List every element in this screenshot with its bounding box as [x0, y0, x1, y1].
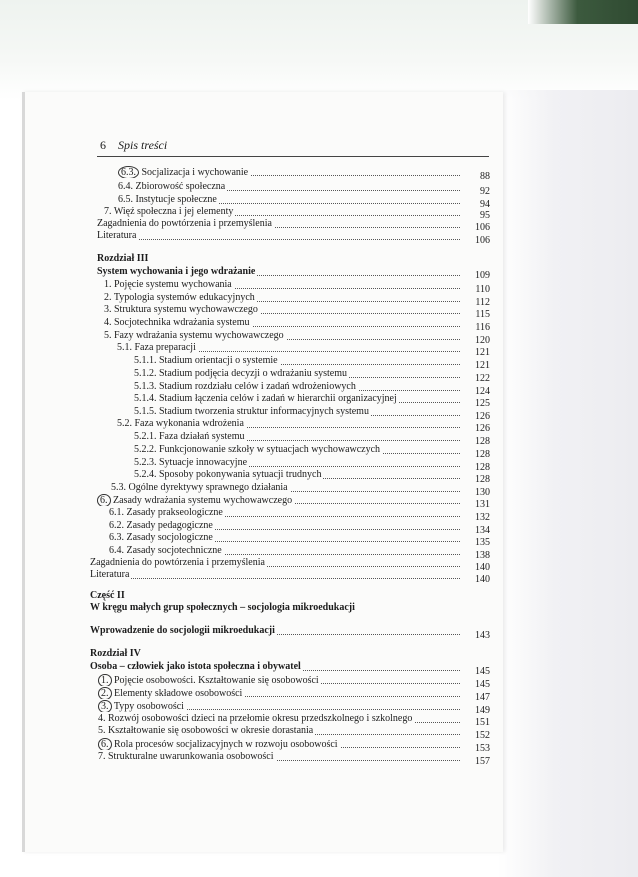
toc-page: 121	[475, 347, 490, 358]
part-heading: Część II	[90, 590, 125, 601]
toc-page: 110	[475, 284, 490, 295]
toc-page: 149	[475, 705, 490, 716]
toc-entry: 5. Kształtowanie się osobowości w okresie dorastania	[98, 725, 460, 737]
toc-page: 143	[475, 630, 490, 641]
toc-page: 145	[475, 679, 490, 690]
handwritten-circle-marker: 1.	[98, 674, 112, 686]
toc-entry: 7. Strukturalne uwarunkowania osobowości	[98, 751, 460, 763]
toc-page: 152	[475, 730, 490, 741]
toc-entry: 6.2. Zasady pedagogiczne	[109, 520, 460, 532]
toc-entry: Zagadnienia do powtórzenia i przemyślenia	[97, 218, 460, 230]
toc-page: 88	[480, 171, 490, 182]
toc-entry: 7. Więź społeczna i jej elementy	[104, 206, 460, 218]
toc-entry: 1. Pojęcie systemu wychowania	[104, 279, 460, 291]
toc-page: 116	[475, 322, 490, 333]
toc-entry: 5.1.1. Stadium orientacji o systemie	[134, 355, 460, 367]
toc-entry: 6.5. Instytucje społeczne	[118, 194, 460, 206]
toc-entry: 5.1.5. Stadium tworzenia struktur informacyjnych systemu	[134, 406, 460, 418]
toc-page: 130	[475, 487, 490, 498]
toc-entry: 4. Rozwój osobowości dzieci na przełomie okresu przedszkolnego i szkolnego	[98, 713, 460, 725]
toc-entry: 6.3. Socjalizacja i wychowanie	[118, 166, 460, 178]
handwritten-circle-marker: 6.	[98, 738, 112, 750]
toc-entry: 5.2. Faza wykonania wdrożenia	[117, 418, 460, 430]
toc-page: 126	[475, 423, 490, 434]
toc-page: 140	[475, 562, 490, 573]
toc-page: 128	[475, 436, 490, 447]
toc-page: 128	[475, 462, 490, 473]
toc-page: 147	[475, 692, 490, 703]
toc-entry: 5.2.2. Funkcjonowanie szkoły w sytuacjach wychowawczych	[134, 444, 460, 456]
toc-page: 134	[475, 525, 490, 536]
handwritten-circle-marker: 6.3.	[118, 166, 139, 178]
toc-entry: 5.1.4. Stadium łączenia celów i zadań w hierarchii organizacyjnej	[134, 393, 460, 405]
toc-page: 128	[475, 449, 490, 460]
toc-page: 122	[475, 373, 490, 384]
toc-page: 145	[475, 666, 490, 677]
toc-entry: Zagadnienia do powtórzenia i przemyślenia	[90, 557, 460, 569]
handwritten-circle-marker: 6.	[97, 494, 111, 506]
toc-entry: 5.1.2. Stadium podjęcia decyzji o wdrażaniu systemu	[134, 368, 460, 380]
toc-page: 94	[480, 199, 490, 210]
page-number: 6	[100, 138, 106, 152]
chapter-title: Osoba – człowiek jako istota społeczna i obywatel	[90, 661, 460, 673]
toc-page: 153	[475, 743, 490, 754]
toc-page: 135	[475, 537, 490, 548]
toc-entry: 6.3. Zasady socjologiczne	[109, 532, 460, 544]
toc-entry: Literatura	[97, 230, 460, 242]
handwritten-circle-marker: 2.	[98, 687, 112, 699]
toc-entry: 6.1. Zasady prakseologiczne	[109, 507, 460, 519]
toc-entry: 6.4. Zasady socjotechniczne	[109, 545, 460, 557]
toc-page: 157	[475, 756, 490, 767]
toc-entry: 6.4. Zbiorowość społeczna	[118, 181, 460, 193]
toc-page: 115	[475, 309, 490, 320]
toc-entry: 1. Pojęcie osobowości. Kształtowanie się osobowości	[98, 674, 460, 686]
chapter-heading: Rozdział IV	[90, 648, 141, 659]
toc-entry: 2. Elementy składowe osobowości	[98, 687, 460, 699]
toc-page: 138	[475, 550, 490, 561]
toc-page: 120	[475, 335, 490, 346]
toc-page: 106	[475, 235, 490, 246]
toc-page: 140	[475, 574, 490, 585]
chapter-title: System wychowania i jego wdrażanie	[97, 266, 460, 278]
toc-page: 126	[475, 411, 490, 422]
toc-page: 121	[475, 360, 490, 371]
toc-page: 109	[475, 270, 490, 281]
toc-entry: 3. Typy osobowości	[98, 700, 460, 712]
toc-page: 132	[475, 512, 490, 523]
toc-entry: 5.1. Faza preparacji	[117, 342, 460, 354]
toc-page: 131	[475, 499, 490, 510]
toc-page: 106	[475, 222, 490, 233]
toc-page: 112	[475, 297, 490, 308]
toc-entry: 5. Fazy wdrażania systemu wychowawczego	[104, 330, 460, 342]
running-title: Spis treści	[118, 138, 168, 152]
toc-page: 92	[480, 186, 490, 197]
toc-page: 128	[475, 474, 490, 485]
toc-entry: 5.2.4. Sposoby pokonywania sytuacji trudnych	[134, 469, 460, 481]
toc-entry: 5.2.1. Faza działań systemu	[134, 431, 460, 443]
toc-page: 124	[475, 386, 490, 397]
introduction-entry: Wprowadzenie do socjologii mikroedukacji	[90, 625, 460, 637]
toc-entry: Literatura	[90, 569, 460, 581]
toc-page: 125	[475, 398, 490, 409]
toc-entry: 5.1.3. Stadium rozdziału celów i zadań wdrożeniowych	[134, 381, 460, 393]
toc-page: 151	[475, 717, 490, 728]
chapter-heading: Rozdział III	[97, 253, 149, 264]
toc-entry: 6. Zasady wdrażania systemu wychowawczego	[97, 494, 460, 506]
part-title: W kręgu małych grup społecznych – socjologia mikroedukacji	[90, 602, 355, 613]
toc-entry: 5.3. Ogólne dyrektywy sprawnego działania	[111, 482, 460, 494]
toc-entry: 6. Rola procesów socjalizacyjnych w rozwoju osobowości	[98, 738, 460, 750]
toc-page: 95	[480, 210, 490, 221]
handwritten-circle-marker: 3.	[98, 700, 112, 712]
toc-entry: 5.2.3. Sytuacje innowacyjne	[134, 457, 460, 469]
toc-entry: 4. Socjotechnika wdrażania systemu	[104, 317, 460, 329]
toc-entry: 3. Struktura systemu wychowawczego	[104, 304, 460, 316]
toc-entry: 2. Typologia systemów edukacyjnych	[104, 292, 460, 304]
